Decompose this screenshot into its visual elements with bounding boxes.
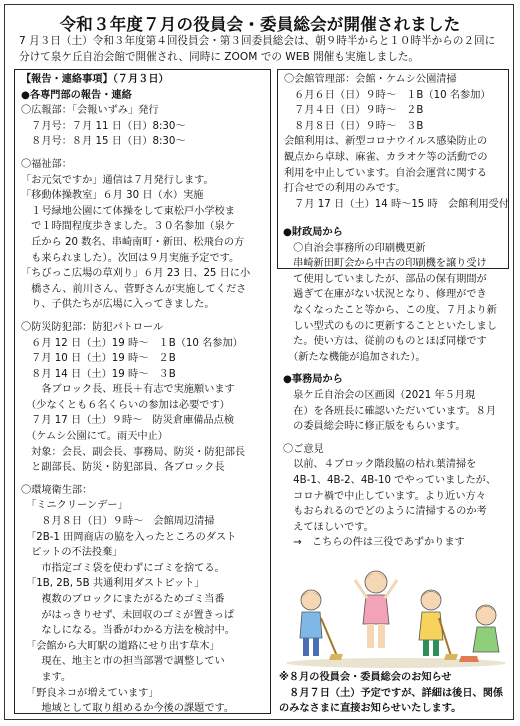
report-line: ７月 17 日（土）９時～ 防災倉庫備品点検	[21, 415, 235, 427]
newsletter-page	[4, 4, 514, 720]
notice-line: ※８月の役員会・委員総会のお知らせ	[279, 672, 452, 683]
report-line: １号緑地公園にて体操をして東松戸小学校ま	[21, 205, 235, 217]
report-line: ます。	[21, 671, 72, 683]
hall-report-line: 観点から卓球、麻雀、カラオケ等の活動での	[284, 151, 488, 163]
hall-report-line: ８月８日（日）９時～ ３B	[284, 120, 424, 132]
report-line: がはっきりせず、未回収のゴミが置きっぱ	[21, 609, 235, 621]
report-left-column	[14, 69, 271, 714]
notice-line: のみなさまに直接お知らせいたします。	[279, 703, 462, 715]
report-right-column	[283, 225, 497, 551]
report-line: 〇自治会事務所の印刷機更新	[283, 242, 426, 254]
report-line: なしになる。当番がわかる方法を検討中。	[21, 625, 235, 637]
report-line: → こちらの件は三役であずかります	[283, 537, 465, 549]
report-line: 対象：会長、副会長、事務局、防災・防犯部長	[21, 446, 246, 458]
section-spacer	[283, 365, 497, 372]
report-line: 〇環境衛生部：	[21, 484, 93, 496]
report-line: （少なくとも６名くらいの参加は必要です）	[21, 399, 230, 411]
report-line: 4B-1、4B-2、4B-10 でやっていましたが、	[283, 474, 497, 486]
section-spacer	[21, 313, 264, 320]
intro-line: 7 月３日（土）令和３年度第４回役員会・第３回委員総会は、朝９時半からと１０時半からの２回に	[19, 35, 496, 47]
report-line: 〇防災防犯部：防犯パトロール	[21, 321, 164, 333]
report-line: ７月号：７月 11 日（日）8:30～	[21, 120, 186, 132]
report-line: 「1B, 2B, 5B 共通利用ダストピット」	[21, 578, 205, 590]
report-line: しい型式のものに更新することといたしまし	[283, 320, 497, 332]
notice-line: ８月７日（土）予定ですが、詳細は後日、関係	[279, 687, 504, 699]
page-title: 令和３年度７月の役員会・委員総会が開催されました	[59, 15, 461, 34]
report-line: 「ちびっこ広場の草刈り」６月 23 日、25 日に小	[21, 268, 251, 280]
report-line: 現在、地主と市の担当部署で調整してい	[21, 656, 225, 668]
report-line: 過ぎて在庫がない状況となり、修理ができ	[283, 289, 487, 301]
section-spacer	[283, 435, 497, 442]
report-line: ８月８日（日）９時～ 会館周辺清掃	[21, 516, 215, 528]
report-line: なくなったこと等から、この度、７月より新	[283, 304, 497, 316]
report-line: 〇広報部：「会報いずみ」発行	[21, 105, 159, 117]
report-line: ●事務局から	[283, 374, 343, 386]
report-line: （新たな機能が追加された）。	[283, 351, 426, 363]
report-line: 串崎新田町会から中古の印刷機を譲り受け	[283, 258, 487, 270]
report-line: 市指定ゴミ袋を使わずにゴミを捨てる。	[21, 562, 225, 574]
children-cleaning-illustration	[281, 560, 511, 668]
report-line: 各ブロック長、班長＋有志で実施願います	[21, 384, 235, 396]
report-line: コロナ禍で中止しています。より近い方々	[283, 490, 486, 502]
report-line: て使用していましたが、部品の保有期間が	[283, 273, 487, 285]
hall-report-line: ７月４日（日）９時～ ２B	[284, 105, 424, 117]
report-line: （ケムシ公園にて。雨天中止）	[21, 431, 168, 443]
report-line: ●財政局から	[283, 227, 343, 238]
report-line: 在）を各班長に確認いただいています。８月	[283, 405, 497, 417]
report-line: ８月 14 日（土）19 時～ ３B	[21, 368, 176, 380]
report-line: 「2B-1 田岡商店の脇を入ったところのダスト	[21, 531, 237, 543]
report-line: ８月号：８月 15 日（日）8:30～	[21, 136, 186, 148]
report-line: り、子供たちが広場に入ってきました。	[21, 299, 215, 311]
hall-report-line: 利用を中止しています。自治会運営に関する	[284, 167, 487, 179]
report-line: 複数のブロックにまたがるためゴミ当番	[21, 594, 225, 605]
report-line: ７月 10 日（土）19 時～ ２B	[21, 353, 176, 365]
report-line: た。使い方は、従前のものとほぼ同様です	[283, 336, 487, 348]
report-line: ６月 12 日（土）19 時～ １B（10 名参加）	[21, 337, 243, 349]
report-line: も来られました）。次回は９月実施予定です。	[21, 252, 240, 264]
section-spacer	[21, 476, 264, 483]
report-line: 橋さん、前川さん、菅野さんが実施してくださ	[21, 283, 247, 295]
report-line: 【報告・連絡事項】（７月３日）	[21, 74, 169, 85]
report-line: 以前、４ブロック階段脇の枯れ葉清掃を	[283, 459, 477, 471]
report-line: 「ミニクリーンデー」	[21, 500, 128, 512]
report-line: と副部長、防災・防犯部員、各ブロック長	[21, 462, 225, 474]
report-line: 〇ご意見	[283, 443, 324, 455]
hall-report-line: 〇会館管理部：会館・ケムシ公園清掃	[284, 74, 457, 85]
hall-report-line: ７月 17 日（土）14 時～15 時 会館利用受付	[284, 198, 510, 210]
report-line: 丘から 20 数名、串崎南町・新田、松飛台の方	[21, 236, 245, 248]
report-line: 泉ケ丘自治会の区画図（2021 年５月現	[283, 389, 476, 401]
next-meeting-notice	[279, 670, 503, 717]
intro-paragraph	[19, 33, 505, 65]
hall-report-line: 打合せでの利用のみです。	[284, 183, 406, 195]
report-line: 地域として取り組めるか今後の課題です。	[21, 703, 235, 715]
report-line: 「野良ネコが増えています」	[21, 687, 159, 699]
report-line: 「会館から大町駅の道路にせり出す草木」	[21, 640, 220, 652]
report-line: ピットの不法投棄」	[21, 547, 123, 559]
section-spacer	[21, 150, 264, 157]
report-line: えてほしいです。	[283, 521, 374, 533]
report-line: ●各専門部の報告・連絡	[21, 89, 132, 101]
hall-report-line: 会館利用は、新型コロナウイルス感染防止の	[284, 136, 488, 148]
report-line: 〇福祉部：	[21, 158, 72, 170]
intro-line: 分けて泉ケ丘自治会館で開催され、同時に ZOOM での WEB 開催も実施しました。	[19, 51, 420, 63]
report-line: もおられるのでどのように清掃するのか考	[283, 506, 487, 518]
report-line: 「お元気ですか」通信は７月発行します。	[21, 174, 214, 186]
hall-report-line: ６月６日（日）９時～ １B（10 名参加）	[284, 89, 491, 101]
report-line: 「移動体操教室」６月 30 日（水）実施	[21, 190, 204, 202]
report-line: の委員総会時に修正版をもらいます。	[283, 421, 466, 433]
report-line: で１時間程度歩きました。３０名参加（泉ケ	[21, 221, 235, 233]
